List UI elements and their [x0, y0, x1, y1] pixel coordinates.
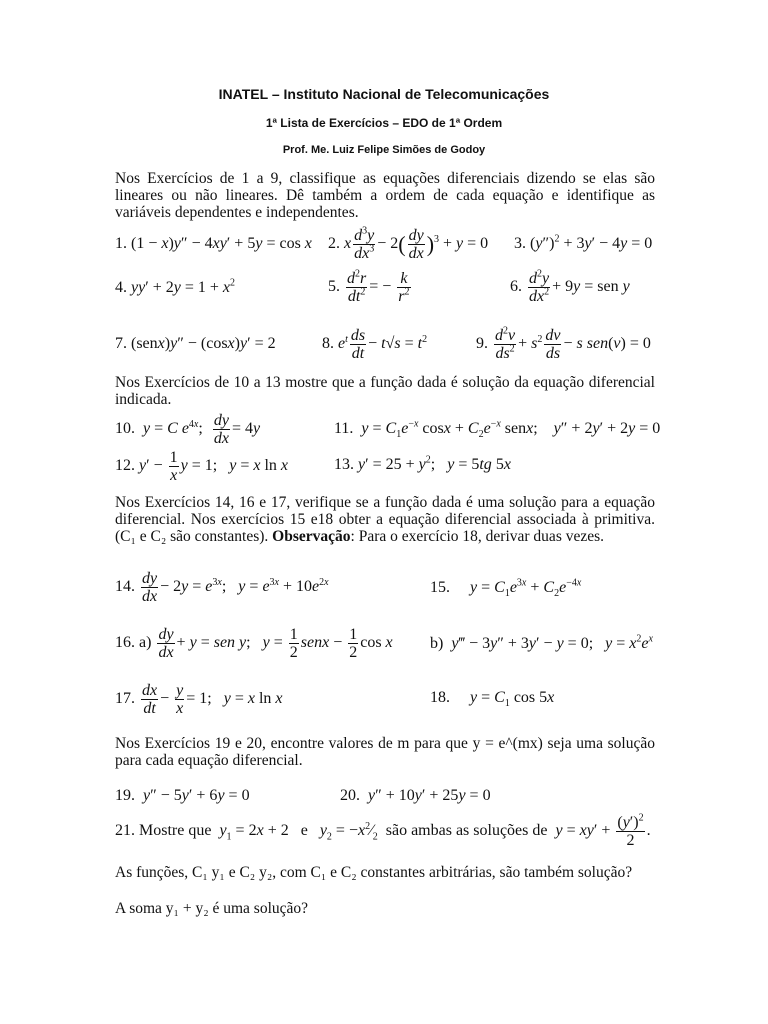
- exercise-21: 21. Mostre que $y_1 = 2x + 2$ e $y_2$ = $-x^2⁄_2$ são ambas as soluções de y = xy′ + $\frac{(y')^2}{2}$ .: [115, 812, 651, 849]
- professor-name: Prof. Me. Luiz Felipe Simões de Godoy: [282, 144, 486, 156]
- instructions-14-18-text: Nos Exercícios 14, 16 e 17, verifique se a função dada é uma solução para a equação diferencial. Nos exercícios 15 e18 obter a equação diferencial associada à primitiva. (C₁ e C₂ são constantes).: [115, 494, 655, 545]
- instructions-1-9: Nos Exercícios de 1 a 9, classifique as equações diferenciais dizendo se elas são lineares ou não lineares. Dê também a ordem de cada equação e identifique as variáveis dependentes e independentes.: [115, 170, 655, 221]
- instructions-19-20: Nos Exercícios 19 e 20, encontre valores de m para que y = e^(mx) seja uma solução para cada equação diferencial.: [115, 735, 655, 769]
- exercise-18: 18. $y = C_1$ cos 5x: [430, 689, 555, 710]
- exercise-8: 8. $e^t$ $\frac{ds}{dt}$ − $t√s = t^2$: [322, 327, 428, 362]
- list-title: 1ª Lista de Exercícios – EDO de 1ª Ordem: [265, 116, 503, 130]
- exercise-3: 3. $(y'')^2 + 3y' - 4y = 0$: [514, 233, 653, 252]
- instructions-14-18: [115, 494, 655, 545]
- observation-text: : Para o exercício 18, derivar duas vezes.: [350, 528, 605, 545]
- instructions-10-13: Nos Exercícios de 10 a 13 mostre que a função dada é solução da equação diferencial indicada.: [115, 374, 655, 408]
- exercise-16b: b) y‴ − 3y″ + 3y′ − y = 0; $y = x^2e^x$: [430, 633, 653, 652]
- exercise-15: 15. $y = C_1e^{3x} + C_2e^{-4x}$: [430, 577, 582, 600]
- exercise-16a: 16. a) $\frac{dy}{dx}$ + y = sen y; y = $\frac{1}{2}$ senx − $\frac{1}{2}$ cos x: [115, 626, 393, 661]
- exercise-20: 20. y″ + 10y′ + 25y = 0: [340, 787, 491, 804]
- institution-title: INATEL – Instituto Nacional de Telecomunicações: [218, 86, 550, 102]
- exercise-11: 11. $y = C_1e^{-x}$ $\cos x + C_2e^{-x}$ senx; y″ + 2y′ + 2y = 0: [334, 418, 661, 441]
- exercise-9: 9. $\frac{d^2v}{ds^2}$ + $s^2$ $\frac{dv}{ds}$ − s sen(v) = 0: [476, 325, 651, 362]
- exercise-13: 13. $y' = 25 + y^2$; y = 5tg 5x: [334, 454, 511, 473]
- exercise-4: 4. $yy' + 2y = 1 + x^2$: [115, 277, 235, 296]
- question-sum: A soma y₁ + y₂ é uma solução?: [115, 900, 309, 917]
- observation-label: Observação: [272, 528, 351, 545]
- exercise-5: 5. $\frac{d^2r}{dt^2}$ = − $\frac{k}{r^2}$: [328, 268, 410, 305]
- question-constants: As funções, C₁ y₁ e C₂ y₂, com C₁ e C₂ constantes arbitrárias, são também solução?: [115, 864, 633, 881]
- exercise-19: 19. y″ − 5y′ + 6y = 0: [115, 787, 250, 804]
- exercise-17: 17. $\frac{dx}{dt}$ − $\frac{y}{x}$ = 1; y = x ln x: [115, 682, 283, 717]
- exercise-7: 7. (senx)y″ − (cosx)y′ = 2: [115, 335, 276, 352]
- exercise-10: 10. y = C $e^{4x}$; $\frac{dy}{dx}$ = 4y: [115, 412, 261, 447]
- exercise-2: 2. x $\frac{d^3y}{dx^3}$ − 2( $\frac{dy}{dx}$ )$^3$ + y = 0: [328, 225, 489, 262]
- exercise-6: 6. $\frac{d^2y}{dx^2}$ + 9y = sen y: [510, 268, 630, 305]
- exercise-14: 14. $\frac{dy}{dx}$ − $2y = e^{3x}$; $y = e^{3x} + 10e^{2x}$: [115, 570, 329, 605]
- exercise-12: 12. y′ − $\frac{1}{x}$ y = 1; y = x ln x: [115, 449, 289, 484]
- exercise-1: 1. (1 − x)y″ − 4xy′ + 5y = cos x: [115, 235, 312, 252]
